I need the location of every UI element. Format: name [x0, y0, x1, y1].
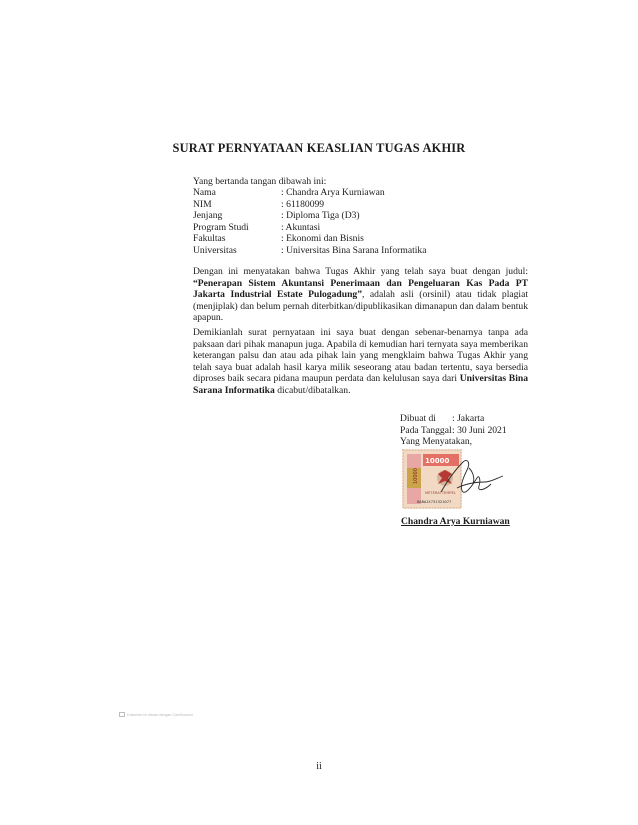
field-row-jenjang: [193, 210, 493, 222]
field-row-fakultas: [193, 233, 493, 245]
identity-fields: [193, 187, 493, 257]
stamp-value: 10000: [413, 468, 419, 484]
university-name-bold: Universitas Bina Sarana Informatika: [193, 373, 528, 396]
intro-text: Yang bertanda tangan dibawah ini:: [193, 176, 327, 187]
date-row: [400, 425, 540, 437]
scanner-watermark: [119, 712, 193, 717]
statement-rest: , adalah asli (orsinil) atau tidak plagiat (menjiplak) dan belum pernah diterbitkan/dipublikasikan dimanapun dan dalam bentuk apapun.: [193, 289, 528, 324]
place-label: Dibuat di: [400, 413, 436, 424]
date-label: Pada Tanggal: [400, 424, 452, 436]
field-value: : Akuntasi: [281, 221, 321, 233]
statement-lead: Dengan ini menyatakan bahwa Tugas Akhir yang telah saya buat dengan judul:: [193, 266, 528, 277]
field-value: : Ekonomi dan Bisnis: [281, 233, 364, 245]
field-value: : 61180099: [281, 198, 325, 210]
stamp-code: BABAJX731321077: [417, 499, 452, 504]
date-value: : 30 Juni 2021: [452, 424, 507, 436]
field-row-universitas: [193, 245, 493, 257]
field-label: Nama: [193, 187, 216, 198]
stamp-and-signature: [401, 448, 507, 510]
statement-paragraph: [193, 266, 528, 324]
signature-block: [400, 413, 540, 448]
document-title: SURAT PERNYATAAN KEASLIAN TUGAS AKHIR: [172, 141, 466, 155]
field-row-program-studi: [193, 222, 493, 234]
closing-row: [400, 436, 540, 448]
declaration-text: Demikianlah surat pernyataan ini saya buat dengan sebenar-benarnya tanpa ada paksaan dari pihak manapun juga. Apabila di kemudian hari ternyata saya memberikan keterangan palsu dan atau ada pihak lain yang mengklaim bahwa Tugas Akhir yang telah saya buat adalah hasil karya milik seseorang atau badan tertentu, saya bersedia diproses baik secara pidana maupun perdata dan kelulusan saya dari: [193, 327, 528, 385]
place-value: : Jakarta: [452, 413, 485, 424]
field-label: NIM: [193, 198, 212, 210]
field-label: Universitas: [193, 244, 237, 256]
field-value: : Diploma Tiga (D3): [281, 210, 360, 222]
page-number: ii: [316, 761, 322, 772]
field-label: Program Studi: [193, 221, 249, 233]
svg-text:10000: 10000: [425, 457, 450, 465]
field-row-nim: [193, 199, 493, 211]
signer-name: Chandra Arya Kurniawan: [401, 516, 510, 527]
watermark-text: Dokumen ini discan dengan CamScanner: [127, 712, 194, 717]
declaration-paragraph: [193, 327, 528, 397]
field-value: : Universitas Bina Sarana Informatika: [281, 244, 427, 256]
declaration-end: dicabut/dibatalkan.: [274, 384, 351, 396]
field-label: Jenjang: [193, 210, 223, 222]
field-label: Fakultas: [193, 233, 226, 245]
scanner-logo-icon: [119, 712, 125, 717]
field-value: : Chandra Arya Kurniawan: [281, 187, 385, 198]
stamp-text: METERAI TEMPEL: [425, 491, 456, 495]
meterai-stamp-icon: [403, 450, 461, 508]
place-row: [400, 413, 540, 425]
field-row-nama: [193, 187, 493, 199]
closing-text: Yang Menyatakan,: [400, 436, 473, 448]
thesis-title: “Penerapan Sistem Akuntansi Penerimaan dan Pengeluaran Kas Pada PT Jakarta Industrial Estate Pulogadung”: [193, 277, 528, 301]
